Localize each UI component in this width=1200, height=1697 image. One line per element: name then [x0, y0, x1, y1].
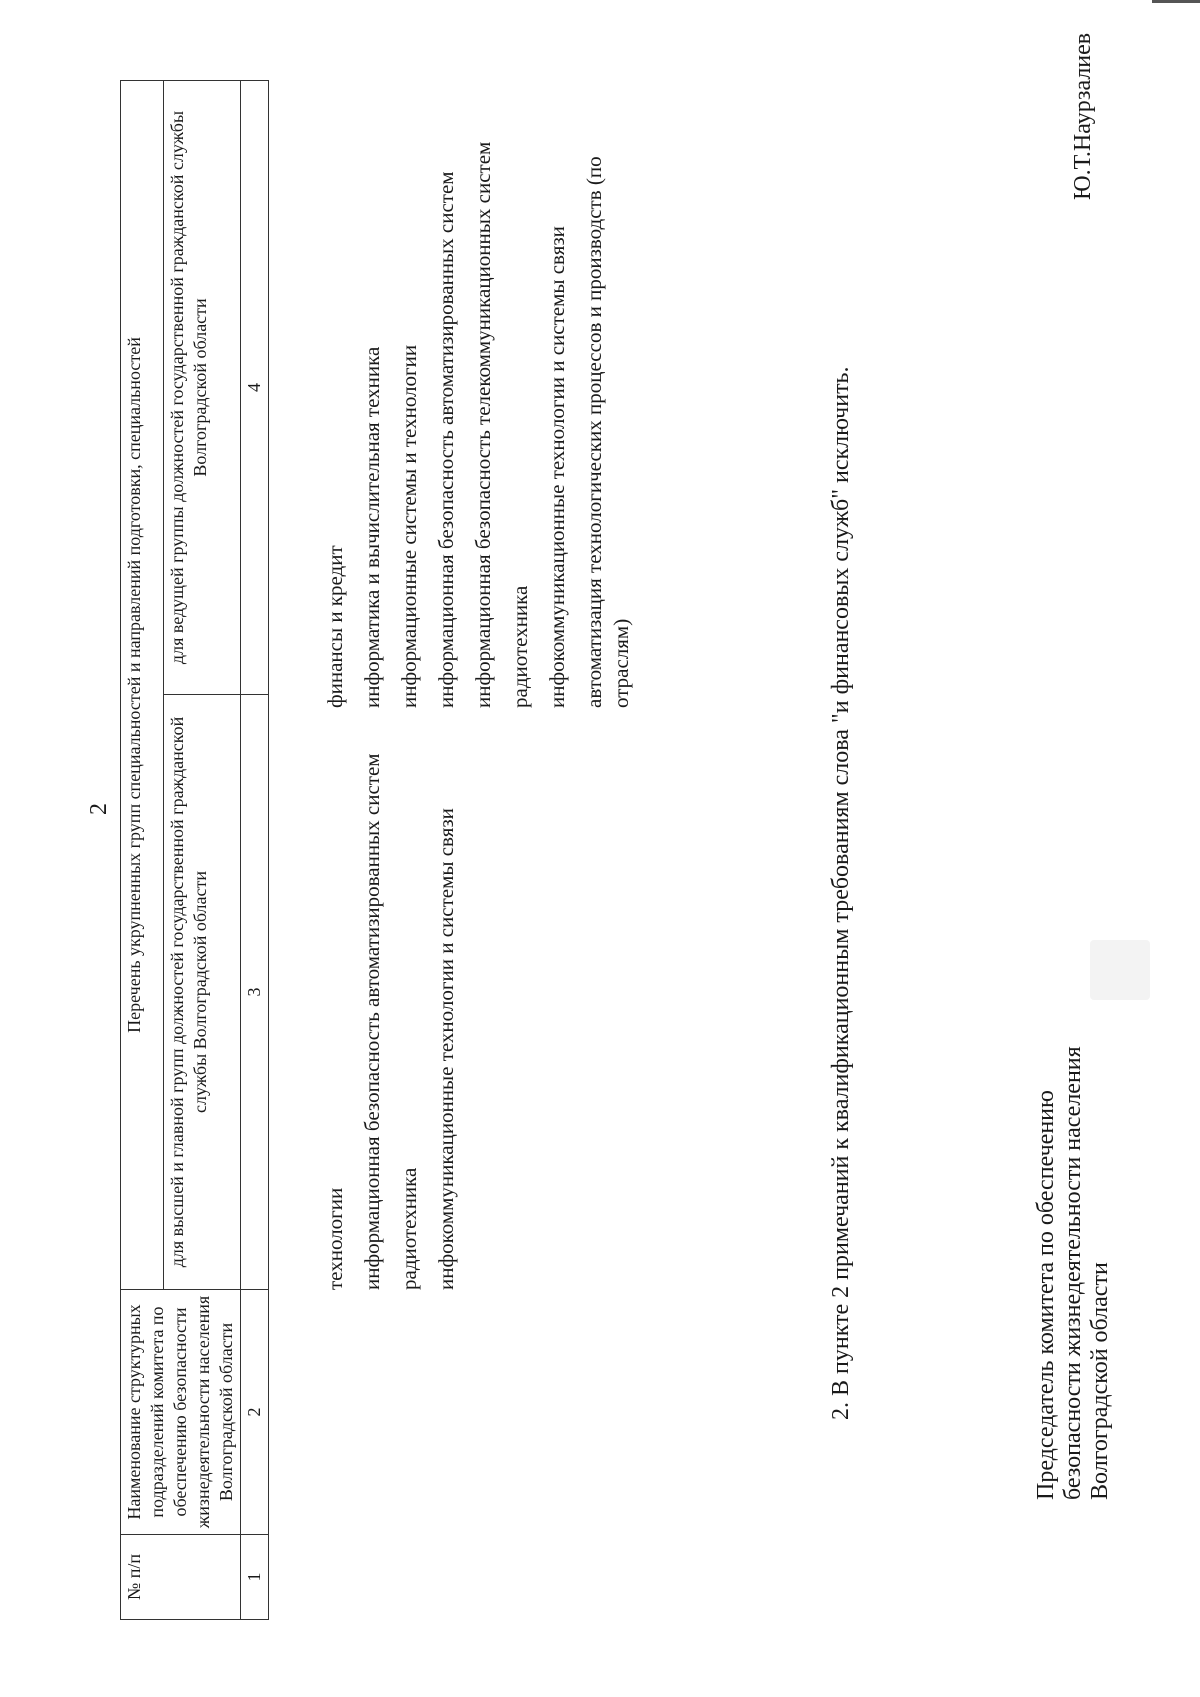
signatory-name: Ю.Т.Наурзалиев: [1070, 32, 1096, 200]
list-item: информационные системы и технологии: [397, 344, 421, 708]
list-item: автоматизация технологических процессов и производств (по отраслям): [582, 156, 633, 708]
list-item: инфокоммуникационные технологии и системы связи: [545, 226, 569, 708]
list-item: информатика и вычислительная техника: [360, 346, 384, 708]
header-leading-group: для ведущей группы должностей государственной гражданской службы Волгоградской области: [163, 81, 240, 695]
column-number-3: 3: [241, 695, 269, 1290]
position-line: Председатель комитета по обеспечению: [1033, 1090, 1059, 1500]
page-number: 2: [86, 803, 112, 815]
scan-smudge: [1090, 940, 1150, 1000]
column-number-2: 2: [241, 1290, 269, 1535]
list-item: технологии: [323, 1187, 347, 1290]
rotated-page-content: [0, 30, 1200, 1660]
header-department-name: Наименование структурных подразделений комитета по обеспечению безопасности жизнедеятельности населения Волгоградской области: [121, 1290, 241, 1535]
list-item: радиотехника: [397, 1167, 421, 1290]
leading-group-specialties: [322, 98, 645, 708]
list-item: финансы и кредит: [323, 545, 347, 708]
header-number: № п/п: [121, 1535, 241, 1620]
position-line: безопасности жизнедеятельности населения: [1060, 1046, 1086, 1500]
higher-groups-specialties: [322, 730, 470, 1290]
list-item: информационная безопасность автоматизированных систем: [360, 753, 384, 1290]
header-higher-groups: для высшей и главной групп должностей государственной гражданской службы Волгоградской области: [163, 695, 240, 1290]
column-number-4: 4: [241, 81, 269, 695]
list-item: радиотехника: [508, 585, 532, 708]
amendment-note: 2. В пункте 2 примечаний к квалификационным требованиям слова "и финансовых служб" исключить.: [828, 366, 854, 1420]
list-item: информационная безопасность телекоммуникационных систем: [471, 141, 495, 708]
column-number-1: 1: [241, 1535, 269, 1620]
scan-edge-mark: [1152, 0, 1200, 3]
list-item: инфокоммуникационные технологии и системы связи: [434, 808, 458, 1290]
qualification-table: [120, 80, 269, 1620]
signatory-position: [1033, 700, 1114, 1500]
list-item: информационная безопасность автоматизированных систем: [434, 171, 458, 708]
header-specialties-list: Перечень укрупненных групп специальностей и направлений подготовки, специальностей: [121, 81, 164, 1290]
position-line: Волгоградской области: [1087, 1262, 1113, 1500]
